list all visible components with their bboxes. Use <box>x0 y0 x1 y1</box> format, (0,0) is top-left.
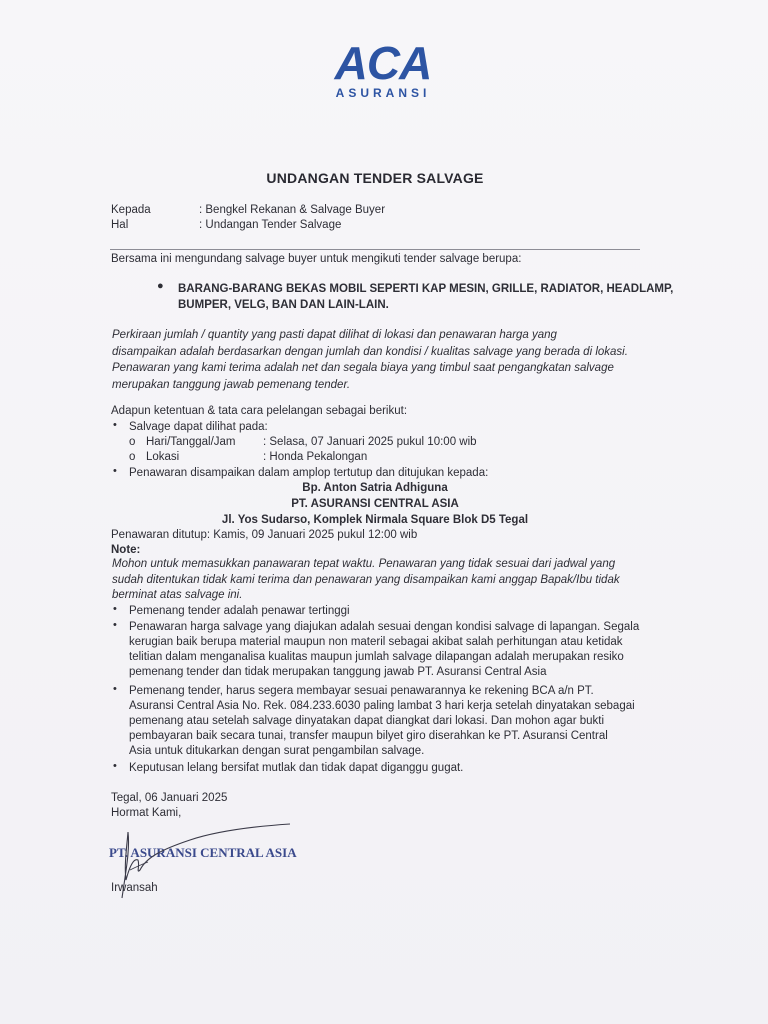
date-label: Hari/Tanggal/Jam <box>146 436 236 448</box>
location-label: Lokasi <box>146 451 180 463</box>
recipient-name: Bp. Anton Satria Adhiguna <box>302 482 448 494</box>
bullet-icon: • <box>113 419 117 431</box>
rule-line: Keputusan lelang bersifat mutlak dan tidak dapat diganggu gugat. <box>129 762 464 774</box>
rules-intro: Adapun ketentuan & tata cara pelelangan sebagai berikut: <box>111 405 408 417</box>
rule-line: Pemenang tender, harus segera membayar sesuai penawarannya ke rekening BCA a/n PT. <box>129 685 594 697</box>
rule-line: telitian dalam menganalisa kualitas maupun jumlah salvage dilapangan adalah merupakan resiko <box>129 651 624 663</box>
bullet-icon: • <box>113 683 117 695</box>
signer-name: Irwansah <box>111 882 158 894</box>
bullet-icon: • <box>113 760 117 772</box>
submission-label: Penawaran disampaikan dalam amplop tertutup dan ditujukan kepada: <box>129 467 489 479</box>
bullet-icon: ● <box>157 280 164 292</box>
rule-line: Penawaran harga salvage yang diajukan adalah sesuai dengan kondisi salvage di lapangan. Segala <box>129 621 640 633</box>
estimate-line: Penawaran yang kami terima adalah net dan segala biaya yang timbul saat pengangkatan salvage <box>112 362 614 374</box>
rule-line: pemenang tender dan tidak merupakan tanggung jawab PT. Asuransi Central Asia <box>129 666 547 678</box>
location-value: : Honda Pekalongan <box>263 451 368 463</box>
estimate-line: disampaikan adalah berdasarkan dengan jumlah dan kondisi / kualitas salvage yang berada di lokasi. <box>112 345 628 358</box>
note-label: Note: <box>111 544 141 556</box>
note-line: berminat atas salvage ini. <box>112 589 243 601</box>
recipient-company: PT. ASURANSI CENTRAL ASIA <box>291 498 459 510</box>
logo-subtitle: ASURANSI <box>335 86 431 100</box>
aca-logo <box>329 37 437 100</box>
header-divider <box>110 249 640 250</box>
document-title: UNDANGAN TENDER SALVAGE <box>266 170 484 186</box>
estimate-paragraph <box>112 327 642 393</box>
bullet-icon: • <box>113 619 117 631</box>
subject-value: : Undangan Tender Salvage <box>199 219 342 231</box>
stamp-company: PT. ASURANSI CENTRAL ASIA <box>109 845 297 860</box>
estimate-line: merupakan tanggung jawab pemenang tender. <box>112 378 351 391</box>
regards: Hormat Kami, <box>111 807 182 819</box>
rule-line: pembayaran baik secara tunai, transfer maupun bilyet giro diserahkan ke PT. Asuransi Central <box>129 730 608 742</box>
note-line: sudah ditentukan tidak kami terima dan penawaran yang disampaikan kami anggap Bapak/Ibu tidak <box>112 573 620 586</box>
circle-bullet-icon: o <box>129 436 136 448</box>
logo-brand: ACA <box>334 37 432 89</box>
place-date: Tegal, 06 Januari 2025 <box>111 792 228 804</box>
rule-line: Asia untuk ditukarkan dengan surat pengambilan salvage. <box>129 745 425 757</box>
rule-line: pemenang atau setelah salvage dinyatakan dapat diangkat dari lokasi. Dan mohon agar bukti <box>129 715 605 727</box>
to-value: : Bengkel Rekanan & Salvage Buyer <box>199 204 386 216</box>
rule-line: Asuransi Central Asia No. Rek. 084.233.6030 paling lambat 3 hari kerja setelah dinyatakan sebagai <box>129 700 635 712</box>
subject-label: Hal <box>111 219 129 231</box>
items-line-1: BARANG-BARANG BEKAS MOBIL SEPERTI KAP MESIN, GRILLE, RADIATOR, HEADLAMP, <box>178 283 674 295</box>
circle-bullet-icon: o <box>129 451 136 463</box>
items-line-2: BUMPER, VELG, BAN DAN LAIN-LAIN. <box>178 299 389 311</box>
bullet-icon: • <box>113 465 117 477</box>
recipient-address: Jl. Yos Sudarso, Komplek Nirmala Square Blok D5 Tegal <box>221 514 529 526</box>
viewing-label: Salvage dapat dilihat pada: <box>129 421 268 433</box>
rule-line: Pemenang tender adalah penawar tertinggi <box>129 605 350 617</box>
note-paragraph <box>112 557 642 604</box>
closing-date: Penawaran ditutup: Kamis, 09 Januari 2025 pukul 12:00 wib <box>111 529 418 541</box>
rule-line: kerugian baik berupa material maupun non materil sebagai akibat salah perhitungan atau ketidak <box>129 636 623 648</box>
date-value: : Selasa, 07 Januari 2025 pukul 10:00 wib <box>263 436 477 448</box>
bullet-icon: • <box>113 603 117 615</box>
to-label: Kepada <box>111 204 151 216</box>
note-line: Mohon untuk memasukkan panawaran tepat waktu. Penawaran yang tidak sesuai dari jadwal yang <box>112 558 616 570</box>
estimate-line: Perkiraan jumlah / quantity yang pasti dapat dilihat di lokasi dan penawaran harga yang <box>112 329 557 341</box>
intro-text: Bersama ini mengundang salvage buyer untuk mengikuti tender salvage berupa: <box>111 253 522 265</box>
